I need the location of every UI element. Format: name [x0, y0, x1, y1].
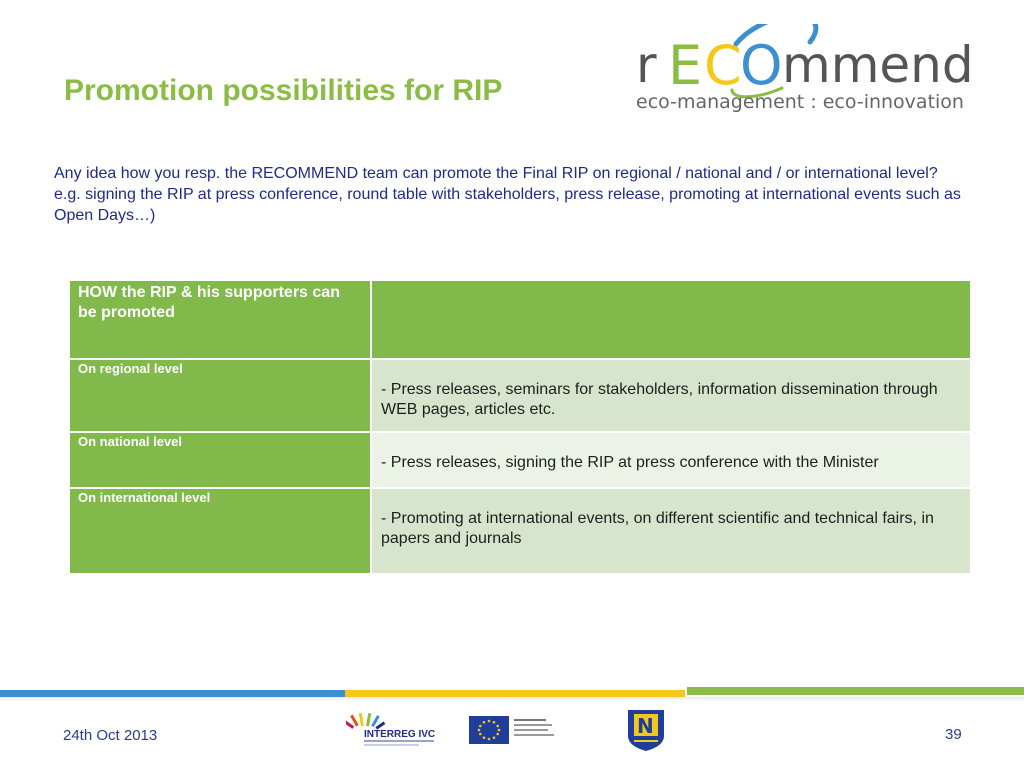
footer-band-shadow — [0, 697, 1024, 701]
interreg-star-icon — [346, 713, 385, 730]
row-label-cell — [69, 359, 371, 432]
intro-text — [54, 163, 1004, 226]
lower-austria-logo — [626, 708, 666, 752]
eu-flag-logo — [469, 716, 561, 744]
table-header-value-cell — [371, 280, 971, 359]
row-label-cell — [69, 432, 371, 488]
row-value-international: - Promoting at international events, on different scientific and technical fairs, in papers and journals — [381, 510, 934, 547]
logo-letter-r: r — [636, 36, 657, 94]
row-value-cell — [371, 488, 971, 574]
row-value-cell — [371, 359, 971, 432]
interreg-logo-text: INTERREG IVC — [364, 729, 436, 740]
table-header-value — [372, 281, 970, 301]
row-label-national: On national level — [78, 434, 183, 449]
intro-question: Any idea how you resp. the RECOMMEND team can promote the Final RIP on regional / national and / or international level? — [54, 165, 938, 182]
table-header-row — [69, 280, 971, 359]
logo-letter-c: C — [704, 34, 742, 97]
footer-band-blue — [0, 690, 345, 697]
footer-date: 24th Oct 2013 — [63, 727, 158, 744]
row-label-regional: On regional level — [78, 361, 183, 376]
table-row — [69, 359, 971, 432]
svg-text:N: N — [637, 714, 654, 738]
promotion-table — [68, 279, 972, 575]
logo-tagline: eco-management : eco-innovation — [636, 91, 964, 113]
row-label-international: On international level — [78, 490, 211, 505]
footer-band-yellow — [345, 690, 685, 697]
slide-title: Promotion possibilities for RIP — [64, 74, 503, 107]
logo-letter-e: E — [668, 34, 703, 97]
row-label-cell — [69, 488, 371, 574]
row-value-regional: - Press releases, seminars for stakeholders, information dissemination through WEB pages, articles etc. — [381, 381, 938, 418]
footer-band-green — [687, 687, 1024, 695]
table-header-label-cell — [69, 280, 371, 359]
page-number: 39 — [945, 726, 962, 743]
row-value-cell — [371, 432, 971, 488]
recommend-logo — [632, 24, 977, 116]
table-header-label: HOW the RIP & his supporters can be promoted — [78, 284, 340, 321]
row-value-national: - Press releases, signing the RIP at press conference with the Minister — [381, 454, 879, 471]
logo-letters-mmend: mmend — [782, 36, 974, 94]
interreg-logo — [346, 712, 458, 748]
table-row — [69, 488, 971, 574]
logo-letter-o: O — [740, 34, 783, 97]
intro-examples: e.g. signing the RIP at press conference, round table with stakeholders, press release, promoting at international events such as Open Days…) — [54, 186, 961, 224]
table-row — [69, 432, 971, 488]
